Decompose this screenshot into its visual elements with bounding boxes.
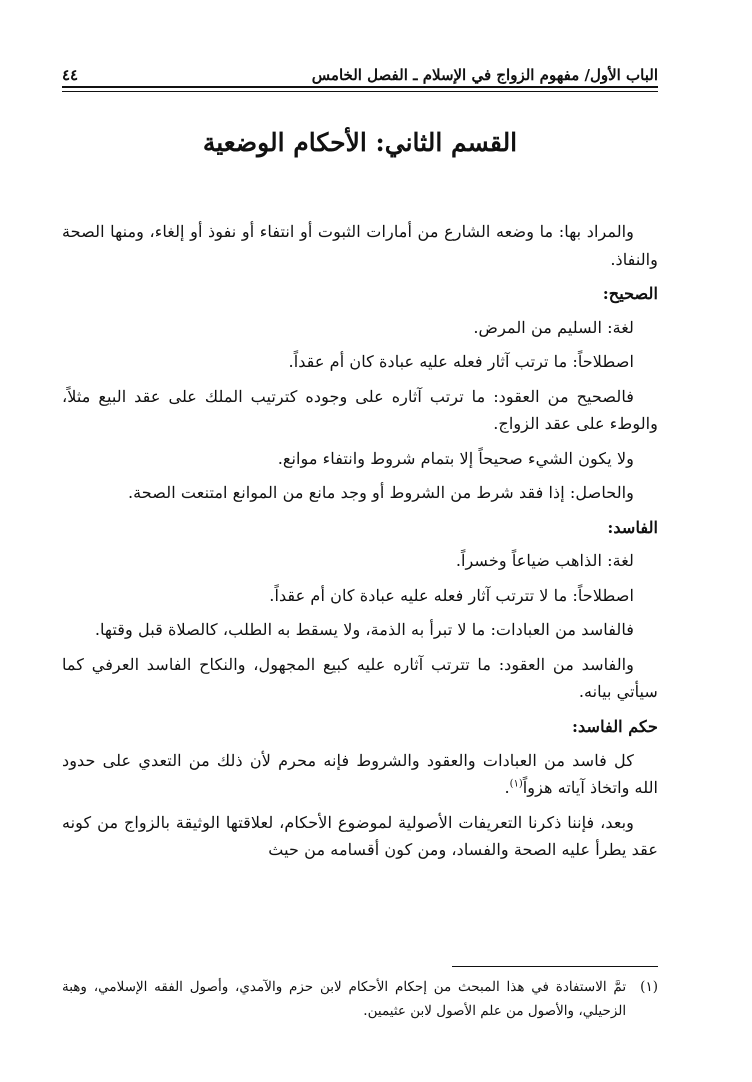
header-rule-thick [62,86,658,88]
paragraph-sahih-uqud: فالصحيح من العقود: ما ترتب آثاره على وجوده كترتيب الملك على عقد البيع مثلاً، والوطء على عقد الزواج. [62,386,658,434]
paragraph-hukm-text: كل فاسد من العبادات والعقود والشروط فإنه محرم لأن ذلك من التعدي على حدود الله واتخاذ آياته هزواً [62,750,658,798]
page-number: ٤٤ [62,66,79,84]
paragraph-sahih-summary: والحاصل: إذا فقد شرط من الشروط أو وجد مانع من الموانع امتنعت الصحة. [127,483,634,503]
paragraph-fasid-lugha: لغة: الذاهب ضياعاً وخسراً. [455,551,634,571]
paragraph-fasid-ibadat: فالفاسد من العبادات: ما لا تبرأ به الذمة، ولا يسقط به الطلب، كالصلاة قبل وقتها. [94,620,634,640]
paragraph-sahih-condition: ولا يكون الشيء صحيحاً إلا بتمام شروط وانتفاء موانع. [277,448,634,468]
paragraph-hukm-fasid [62,747,658,802]
main-text [62,218,658,871]
footnote-reference[interactable]: (١) [509,778,523,790]
paragraph-definition: والمراد بها: ما وضعه الشارع من أمارات الثبوت أو انتفاء أو نفوذ أو إلغاء، ومنها الصحة والنفاذ. [62,222,658,269]
paragraph-fasid-istilah: اصطلاحاً: ما لا تترتب آثار فعله عليه عبادة كان أم عقداً. [269,585,634,605]
paragraph-sahih-istilah: اصطلاحاً: ما ترتب آثار فعله عليه عبادة كان أم عقداً. [288,352,634,372]
paragraph-sahih-lugha: لغة: السليم من المرض. [473,317,634,337]
footnote-number: (١) [640,979,658,995]
header-rule-thin [62,91,658,92]
paragraph-conclusion: وبعد، فإننا ذكرنا التعريفات الأصولية لموضوع الأحكام، لعلاقتها الوثيقة بالزواج من كونه عقد يطرأ عليه الصحة والفساد، ومن كون أقسامه من حيث [62,812,658,860]
footnote-separator [452,966,658,967]
paragraph-hukm-end: . [504,778,510,798]
section-title: القسم الثاني: الأحكام الوضعية [202,128,518,157]
heading-fasid: الفاسد: [607,517,658,537]
heading-hukm-fasid: حكم الفاسد: [572,716,658,736]
footnote [62,976,658,1023]
running-title: الباب الأول/ مفهوم الزواج في الإسلام ـ الفصل الخامس [311,66,658,84]
running-header [62,58,658,84]
footnote-text: تمَّ الاستفادة في هذا المبحث من إحكام الأحكام لابن حزم والآمدي، وأصول الفقه الإسلامي، وهبة الزحيلي، والأصول من علم الأصول لابن عثيمين. [62,979,627,1019]
paragraph-fasid-uqud: والفاسد من العقود: ما تترتب آثاره عليه كبيع المجهول، والنكاح الفاسد العرفي كما سيأتي بيانه. [62,654,658,702]
heading-sahih: الصحيح: [602,284,658,304]
